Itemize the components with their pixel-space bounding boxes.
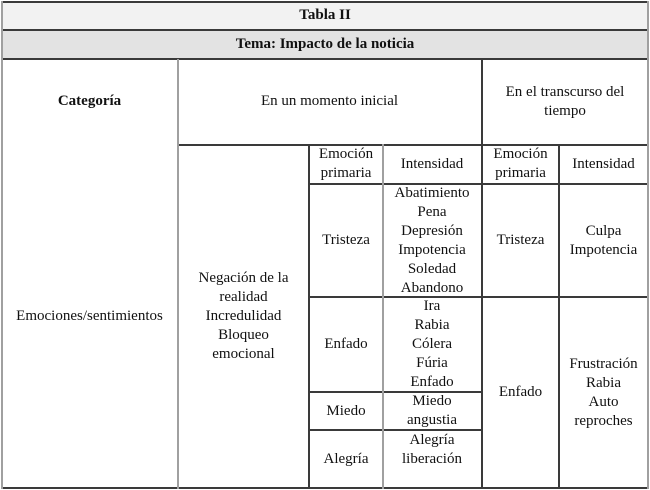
time-intensity-tristeza: [559, 184, 648, 297]
header-over-time: [482, 59, 648, 144]
intensity-item: Impotencia: [569, 241, 638, 258]
intensity-item: Ira: [423, 298, 441, 314]
subheader-initial-emotion: [309, 144, 383, 184]
response-line: realidad: [219, 288, 268, 305]
response-line: Negación de la: [198, 269, 289, 286]
initial-emotion-miedo: Miedo: [326, 402, 366, 419]
header-over-time-line: tiempo: [544, 102, 586, 119]
initial-emotion-alegria: Alegría: [323, 450, 369, 467]
initial-intensity-miedo: [383, 392, 481, 430]
intensity-item: Rabia: [414, 317, 450, 333]
initial-emotion-enfado: Enfado: [324, 336, 368, 352]
initial-intensity-enfado: [383, 297, 481, 392]
intensity-item: Cólera: [412, 336, 452, 352]
initial-emotion-tristeza: Tristeza: [322, 232, 370, 248]
label-line: Emoción: [493, 146, 548, 162]
intensity-item: Culpa: [585, 222, 622, 239]
intensity-item: Impotencia: [398, 241, 466, 258]
header-category: Categoría: [57, 93, 122, 109]
intensity-item: Abandono: [400, 279, 464, 296]
table-theme: Tema: Impacto de la noticia: [235, 35, 415, 52]
time-emotion-enfado: Enfado: [498, 384, 543, 400]
intensity-item: angustia: [407, 412, 457, 428]
intensity-item: Auto: [588, 393, 619, 410]
label-line: primaria: [320, 165, 372, 181]
subheader-time-emotion: [482, 144, 559, 184]
table-title: Tabla II: [299, 6, 351, 23]
initial-response: [178, 144, 309, 488]
subheader-initial-intensity: Intensidad: [400, 155, 464, 172]
intensity-item: Alegría: [409, 432, 455, 448]
initial-intensity-tristeza: [383, 184, 481, 297]
initial-intensity-alegria: [383, 430, 481, 488]
intensity-item: Miedo: [412, 393, 452, 409]
intensity-item: Soledad: [407, 260, 457, 277]
intensity-item: Rabia: [585, 374, 621, 391]
intensity-item: Frustración: [569, 355, 638, 372]
intensity-item: Enfado: [410, 374, 454, 390]
response-line: Incredulidad: [205, 307, 282, 324]
subheader-time-intensity: Intensidad: [572, 155, 635, 172]
intensity-item: reproches: [574, 412, 633, 429]
header-initial: En un momento inicial: [260, 93, 399, 109]
intensity-item: Pena: [417, 203, 447, 220]
header-over-time-line: En el transcurso del: [505, 83, 625, 100]
intensity-item: Abatimiento: [394, 184, 470, 201]
category-value: Emociones/sentimientos: [16, 307, 163, 324]
time-emotion-tristeza: Tristeza: [496, 232, 545, 248]
response-line: emocional: [212, 345, 275, 362]
intensity-item: Depresión: [401, 222, 463, 239]
label-line: primaria: [495, 165, 546, 181]
intensity-item: Fúria: [416, 355, 448, 371]
label-line: Emoción: [318, 146, 374, 162]
time-intensity-enfado: [559, 297, 648, 488]
response-line: Bloqueo: [218, 326, 269, 343]
intensity-item: liberación: [402, 451, 462, 467]
